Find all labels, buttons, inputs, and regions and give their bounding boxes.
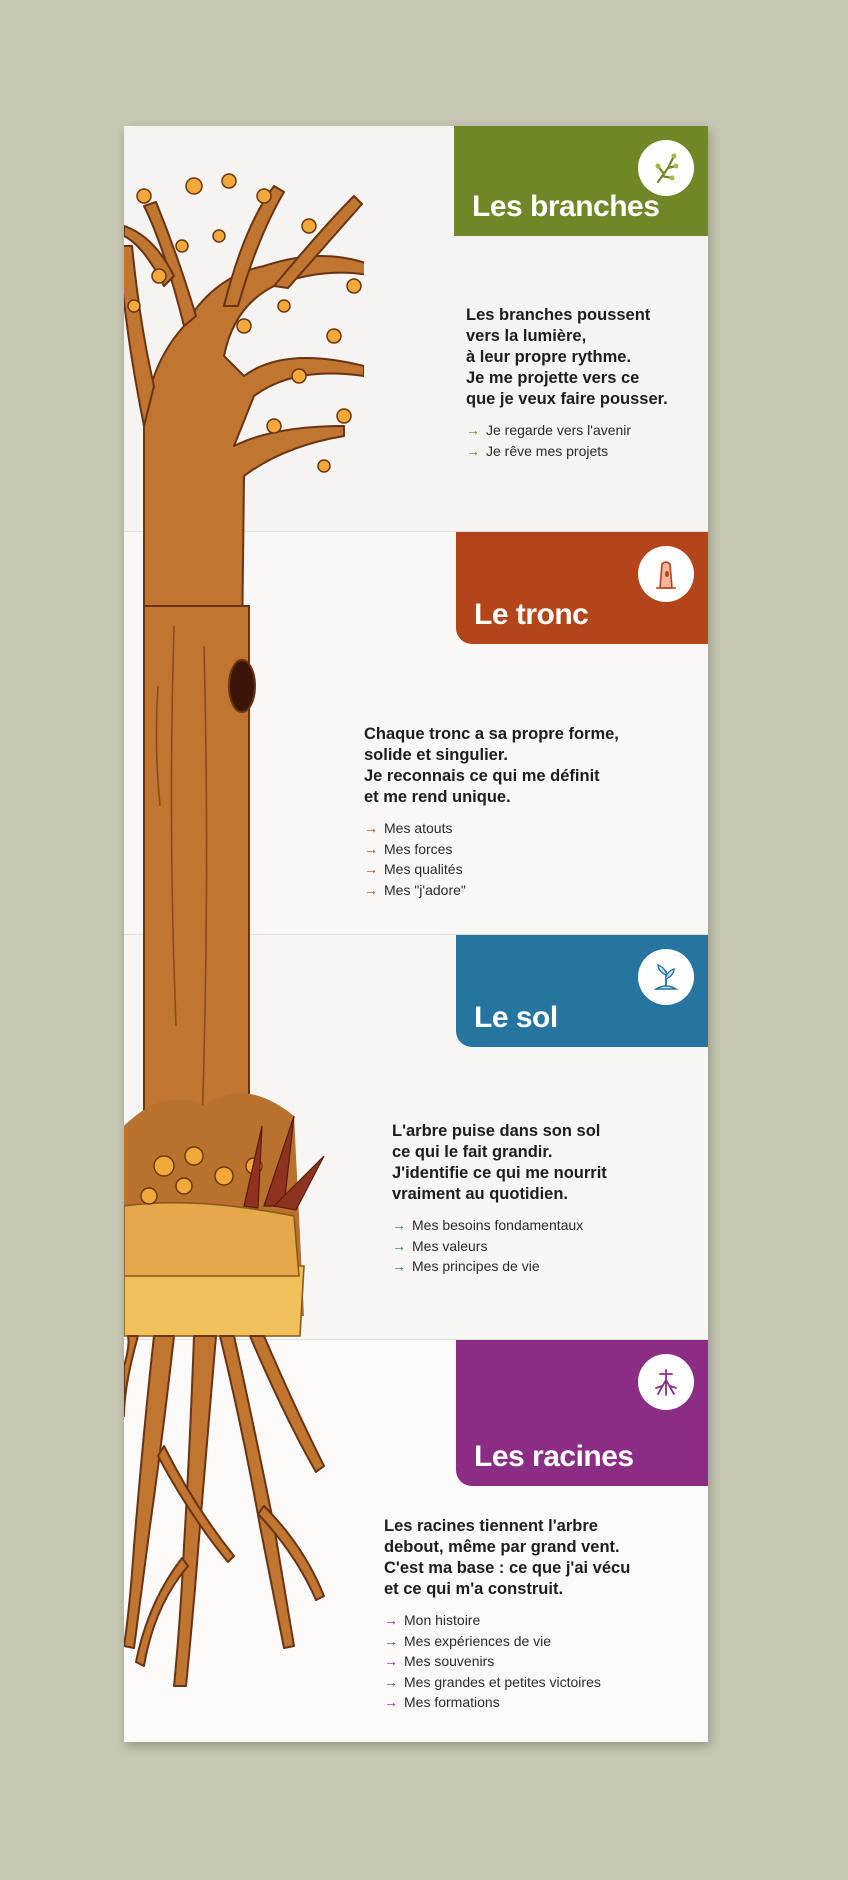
arrow-icon: → (384, 1632, 398, 1649)
arrow-icon: → (392, 1258, 406, 1274)
branch-icon (638, 140, 694, 196)
item-list (466, 420, 668, 461)
section-body (364, 724, 619, 900)
list-item: → Mes besoins fondamentaux (392, 1215, 607, 1236)
section-body (466, 305, 668, 461)
tree-illustration (124, 126, 364, 1742)
lead-text: Les branches poussent vers la lumière, à leur propre rythme. Je me projette vers ce que je veux faire pousser. (466, 306, 668, 408)
lead-text: Chaque tronc a sa propre forme, solide et singulier. Je reconnais ce qui me définit et me rend unique. (364, 725, 619, 806)
list-item: → Je regarde vers l'avenir (466, 420, 668, 441)
soil-plant-icon (638, 949, 694, 1005)
section-title: Le tronc (474, 598, 589, 631)
roots-icon (638, 1354, 694, 1410)
arrow-icon: → (364, 840, 378, 857)
section-title: Les branches (472, 190, 660, 223)
item-list (384, 1610, 630, 1713)
arrow-icon: → (364, 881, 378, 898)
tab-roots (456, 1340, 708, 1486)
list-item: → Mes grandes et petites victoires (384, 1672, 630, 1693)
arrow-icon: → (384, 1612, 398, 1628)
list-item: → Mes atouts (364, 818, 619, 839)
section-title: Le sol (474, 1001, 558, 1034)
list-item: → Mon histoire (384, 1610, 630, 1631)
tab-trunk (456, 532, 708, 644)
section-body (384, 1516, 630, 1713)
list-item: → Mes valeurs (392, 1236, 607, 1257)
list-item: → Mes principes de vie (392, 1256, 607, 1277)
list-item: → Je rêve mes projets (466, 441, 668, 462)
item-list (364, 818, 619, 900)
section-title: Les racines (474, 1440, 634, 1473)
arrow-icon: → (364, 820, 378, 836)
list-item: → Mes forces (364, 839, 619, 860)
section-body (392, 1121, 607, 1277)
list-item: → Mes "j'adore" (364, 880, 619, 901)
tab-soil (456, 935, 708, 1047)
arrow-icon: → (384, 1673, 398, 1690)
arrow-icon: → (384, 1653, 398, 1669)
list-item: → Mes souvenirs (384, 1651, 630, 1672)
list-item: → Mes formations (384, 1692, 630, 1713)
arrow-icon: → (392, 1217, 406, 1233)
list-item: → Mes qualités (364, 859, 619, 880)
arrow-icon: → (466, 422, 480, 438)
tab-branches (454, 126, 708, 236)
arrow-icon: → (364, 861, 378, 877)
lead-text: L'arbre puise dans son sol ce qui le fait grandir. J'identifie ce qui me nourrit vraiment au quotidien. (392, 1122, 607, 1203)
lead-text: Les racines tiennent l'arbre debout, même par grand vent. C'est ma base : ce que j'ai vécu et ce qui m'a construit. (384, 1517, 631, 1598)
item-list (392, 1215, 607, 1277)
poster (124, 126, 708, 1742)
arrow-icon: → (384, 1694, 398, 1710)
trunk-icon (638, 546, 694, 602)
list-item: → Mes expériences de vie (384, 1631, 630, 1652)
arrow-icon: → (466, 442, 480, 459)
arrow-icon: → (392, 1237, 406, 1254)
